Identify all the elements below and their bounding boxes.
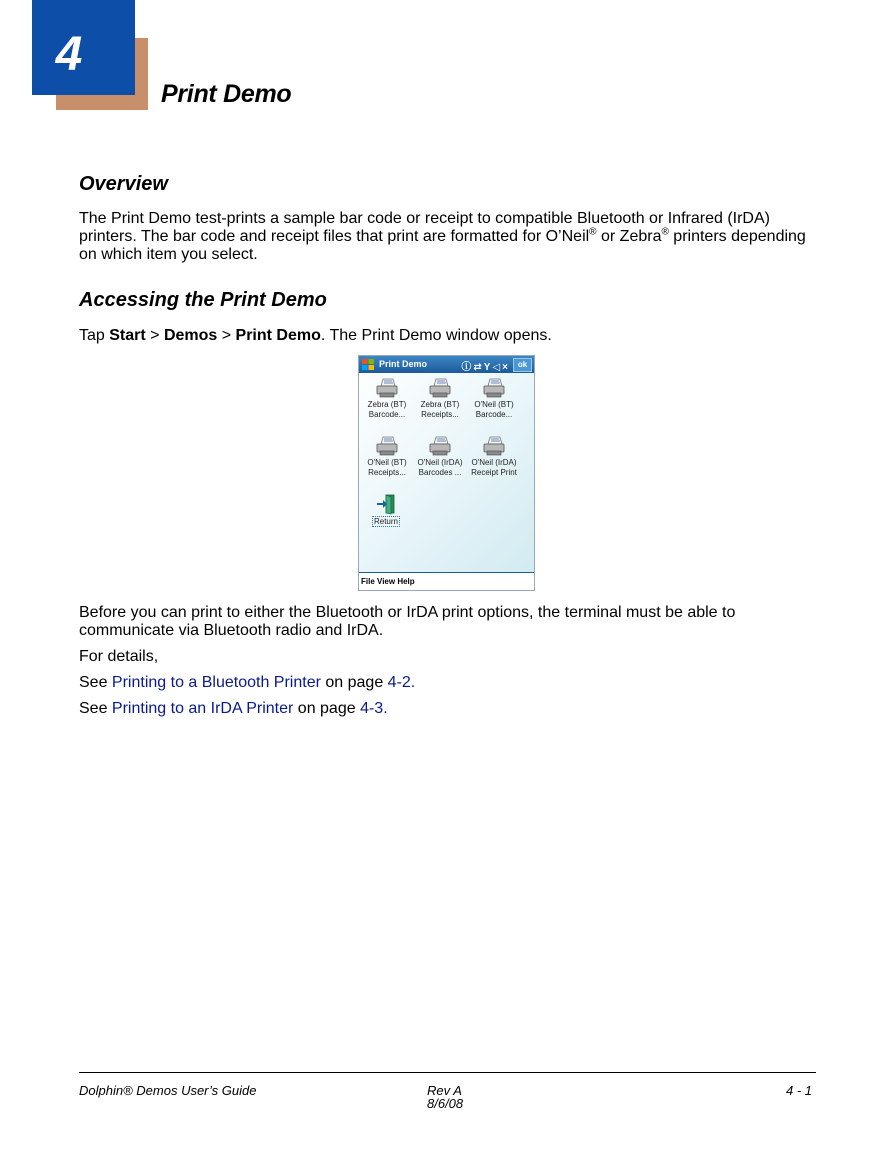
windows-start-icon[interactable] — [362, 359, 374, 370]
accessing-heading: Accessing the Print Demo — [79, 289, 327, 311]
page-number: 4 - 1 — [785, 1083, 812, 1098]
footer-date: 8/6/08 — [427, 1096, 464, 1111]
page-4-2-link[interactable]: 4-2 — [387, 674, 411, 691]
printer-icon — [483, 378, 505, 398]
chapter-title: Print Demo — [161, 80, 292, 108]
exit-door-icon — [375, 493, 397, 515]
zebra-bt-receipts-item[interactable]: Zebra (BT) Receipts... — [412, 378, 468, 420]
device-title-bar — [359, 356, 534, 373]
overview-heading: Overview — [79, 173, 168, 195]
footer-divider — [79, 1072, 816, 1073]
device-menu-bar[interactable]: File View Help — [359, 572, 535, 590]
printer-icon — [429, 378, 451, 398]
oneil-bt-receipts-item[interactable]: O'Neil (BT) Receipts... — [359, 436, 415, 478]
printer-icon — [483, 436, 505, 456]
ok-button[interactable]: ok — [513, 358, 532, 372]
bluetooth-irda-requirement: Before you can print to either the Bluetooth or IrDA print options, the terminal must be able to communicate via Bluetooth radio and IrDA. — [79, 604, 736, 639]
page-4-3-link[interactable]: 4-3 — [360, 700, 384, 717]
irda-printer-link[interactable]: Printing to an IrDA Printer — [111, 700, 294, 717]
oneil-irda-receipt-print-item[interactable]: O'Neil (IrDA) Receipt Print — [466, 436, 522, 478]
status-icons: ⓘ⇄Y◁× — [461, 362, 510, 373]
printer-icon — [376, 378, 398, 398]
return-item[interactable]: Return — [358, 493, 414, 527]
printer-icon — [429, 436, 451, 456]
accessing-instructions: Tap Start > Demos > Print Demo. The Print Demo window opens. — [79, 327, 552, 344]
footer-guide-title: Dolphin® Demos User’s Guide — [79, 1083, 257, 1098]
chapter-number: 4 — [55, 28, 83, 81]
device-window-title: Print Demo — [379, 359, 428, 369]
overview-paragraph: The Print Demo test-prints a sample bar code or receipt to compatible Bluetooth or Infrared (IrDA) printers. The bar code and receipt files that print are formatted for O’Neil® or Zebra® printers depending on which item you select. — [79, 210, 806, 263]
oneil-bt-barcode-item[interactable]: O'Neil (BT) Barcode... — [466, 378, 522, 420]
see-bluetooth-reference: See Printing to a Bluetooth Printer on page 4-2. — [79, 674, 416, 691]
footer-revision: Rev A — [427, 1083, 462, 1098]
oneil-irda-barcodes-item[interactable]: O'Neil (IrDA) Barcodes ... — [412, 436, 468, 478]
zebra-bt-barcode-item[interactable]: Zebra (BT) Barcode... — [359, 378, 415, 420]
print-demo-window-screenshot — [358, 355, 535, 591]
bluetooth-printer-link[interactable]: Printing to a Bluetooth Printer — [111, 674, 321, 691]
see-irda-reference: See Printing to an IrDA Printer on page 4-3. — [79, 700, 388, 717]
printer-icon — [376, 436, 398, 456]
for-details-text: For details, — [79, 648, 159, 665]
